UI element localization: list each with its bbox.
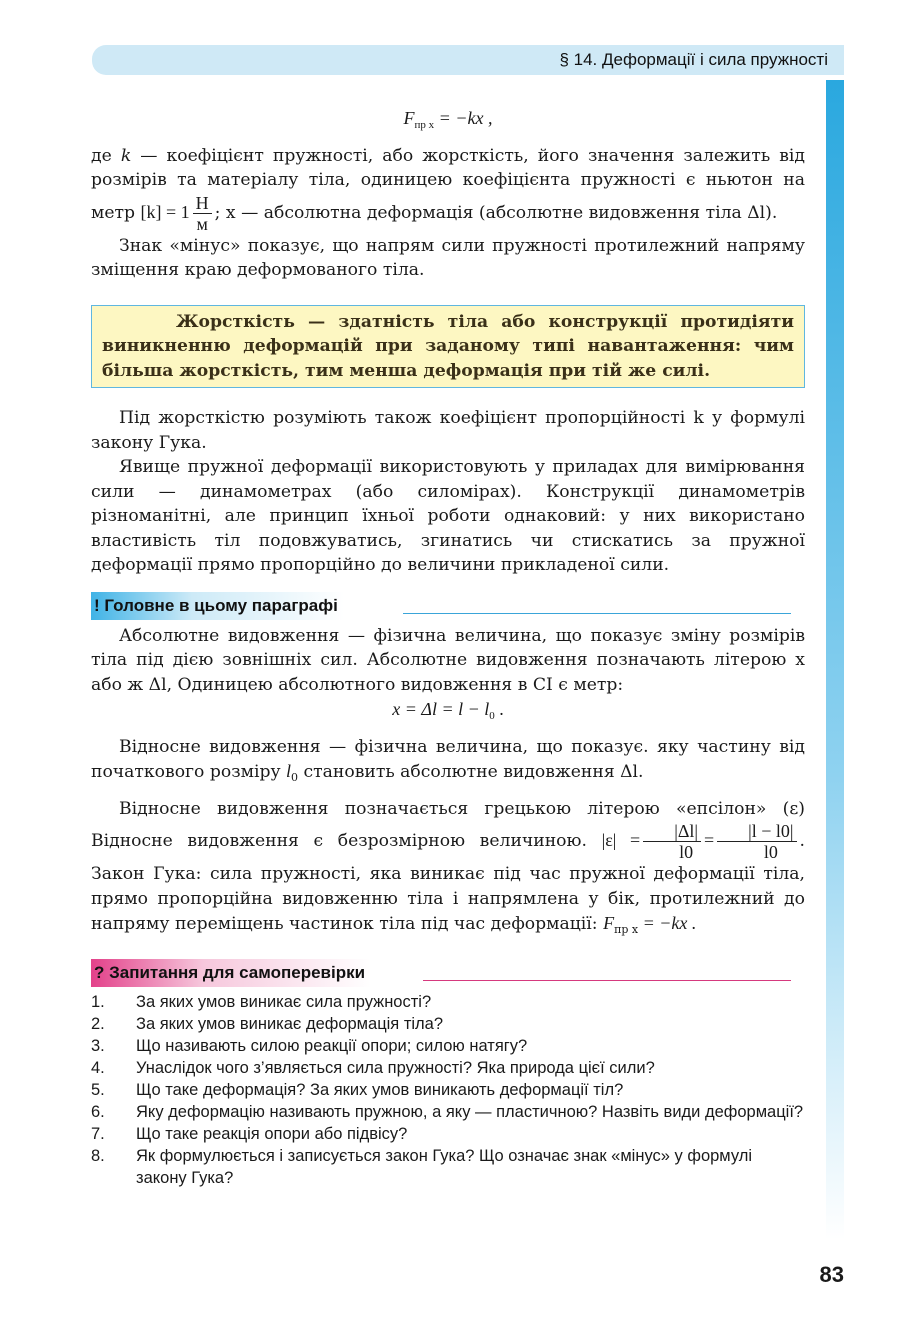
list-item — [91, 1057, 805, 1079]
f1-end: . — [494, 699, 504, 719]
formula-F-sub: пр x — [414, 119, 435, 131]
list-item — [91, 1101, 805, 1123]
s3-b: . Закон Гука: сила пружності, яка виникає під час пружної деформації тіла, прямо пропорційна видовженню тіла і напрямлена у бік, протилежний до напряму переміщень частинок тіла під час деформації: — [91, 831, 806, 934]
unit-formula: [k] = 1 — [140, 201, 190, 222]
questions-heading — [91, 959, 805, 985]
summary-epsilon-hooke — [91, 797, 805, 943]
definition-box — [91, 305, 805, 389]
eps-den2: l0 — [763, 842, 778, 862]
formula-F: F — [403, 108, 415, 128]
eps-lhs: |ε| = — [601, 830, 641, 850]
summary-title: ! Головне в цьому параграфі — [91, 592, 344, 621]
question-text: Як формулюється і записується закон Гука? Що означає знак «мінус» у формулі закону Гука? — [136, 1146, 753, 1187]
s3-a: Відносне видовження позначається грецькою літерою «епсілон» (ε) Відносне видовження є безрозмірною величиною. — [91, 798, 805, 851]
list-item — [91, 1145, 805, 1189]
eps-num2: |l − l0| — [717, 821, 796, 842]
question-text: Яку деформацію називають пружною, а яку — пластичною? Назвіть види деформації? — [136, 1102, 804, 1121]
f1-sub: 0 — [489, 710, 495, 722]
eps-eq: = — [704, 830, 715, 850]
questions-list — [91, 991, 805, 1189]
question-text: Що називають силою реакції опори; силою натягу? — [136, 1036, 528, 1055]
s2-a: Відносне видовження — фізична величина, що показує. яку частину від початкового розміру — [91, 736, 805, 782]
eps-num1: |Δl| — [643, 821, 701, 842]
p1-a: де — [91, 145, 121, 166]
p1-k: k — [120, 145, 132, 166]
list-item — [91, 991, 805, 1013]
list-item — [91, 1035, 805, 1057]
summary-absolute-elongation: Абсолютне видовження — фізична величина, що показує зміну розмірів тіла під дією зовнішніх сил. Абсолютне видовження позначають літерою x або ж Δl, Одиницею абсолютного видовження в СІ є метр: — [91, 625, 805, 695]
list-item — [91, 1079, 805, 1101]
question-text: Унаслідок чого з’являється сила пружності? Яка природа цієї сили? — [136, 1058, 655, 1077]
p1-b: — коефіцієнт пружності, або жорсткість, його значення залежить від розмірів та матеріалу тіла, одиницею коефіцієнта пружності є ньютон на метр — [91, 145, 806, 223]
question-text: Що таке деформація? За яких умов виникають деформації тіл? — [136, 1080, 624, 1099]
question-text: Що таке реакція опори або підвісу? — [136, 1124, 408, 1143]
eps-fraction-2 — [717, 821, 796, 862]
question-number: 8. — [91, 1146, 105, 1165]
paragraph-minus-sign: Знак «мінус» показує, що напрям сили пружності протилежний напряму зміщення краю деформованого тіла. — [91, 235, 805, 280]
side-stripe — [826, 80, 844, 1240]
section-title: § 14. Деформації і сила пружності — [559, 50, 828, 69]
questions-rule — [423, 980, 791, 981]
question-number: 7. — [91, 1124, 105, 1143]
s2-l0-sub: 0 — [291, 771, 299, 784]
summary-heading — [91, 592, 805, 618]
eps-den1: l0 — [679, 842, 694, 862]
question-number: 1. — [91, 992, 105, 1011]
question-number: 5. — [91, 1080, 105, 1099]
definition-text: Жорсткість — здатність тіла або конструкції протидіяти виникненню деформацій при заданому типі навантаження: чим більша жорсткість, тим менша деформація при тій же силі. — [102, 311, 794, 381]
question-number: 3. — [91, 1036, 105, 1055]
page-number: 83 — [819, 1262, 844, 1287]
eps-fraction-1 — [643, 821, 701, 862]
f2-sub: пр x — [614, 923, 639, 936]
formula-elongation — [91, 697, 805, 729]
header-bar — [92, 45, 844, 75]
page-content — [91, 100, 805, 1189]
unit-num: Н — [193, 193, 212, 214]
paragraph-coefficient — [91, 144, 805, 234]
unit-fraction — [193, 193, 212, 234]
f1-main: x = Δl = l − l — [392, 699, 490, 719]
s2-b: становить абсолютне видовження Δl. — [298, 762, 644, 782]
f2-F: F — [603, 913, 615, 933]
questions-title: ? Запитання для самоперевірки — [91, 959, 371, 988]
formula-rhs: = −kx , — [434, 108, 493, 128]
question-number: 2. — [91, 1014, 105, 1033]
list-item — [91, 1123, 805, 1145]
summary-rule — [403, 613, 791, 614]
question-number: 6. — [91, 1102, 105, 1121]
paragraph-stiffness: Під жорсткістю розуміють також коефіцієнт пропорційності k у формулі закону Гука. — [91, 408, 805, 453]
s2-l0: l — [286, 761, 292, 781]
formula-hooke-top — [91, 106, 805, 138]
summary-relative-elongation — [91, 735, 805, 791]
paragraph-dynamometer: Явище пружної деформації використовують у приладах для вимірювання сили — динамометрах (або силомірах). Конструкції динамометрів різноманітні, але принцип їхньої роботи однаковий: у них використано властивість тіл подовжуватись, згинатись чи стискатись за пружної деформації прямо пропорційно до величини прикладеної сили. — [91, 457, 805, 575]
question-text: За яких умов виникає сила пружності? — [136, 992, 432, 1011]
question-text: За яких умов виникає деформація тіла? — [136, 1014, 444, 1033]
f2-rhs: = −kx . — [638, 913, 697, 933]
p1-c: ; x — абсолютна деформація (абсолютне видовження тіла Δl). — [214, 202, 778, 223]
question-number: 4. — [91, 1058, 105, 1077]
list-item — [91, 1013, 805, 1035]
unit-den: м — [196, 213, 208, 234]
